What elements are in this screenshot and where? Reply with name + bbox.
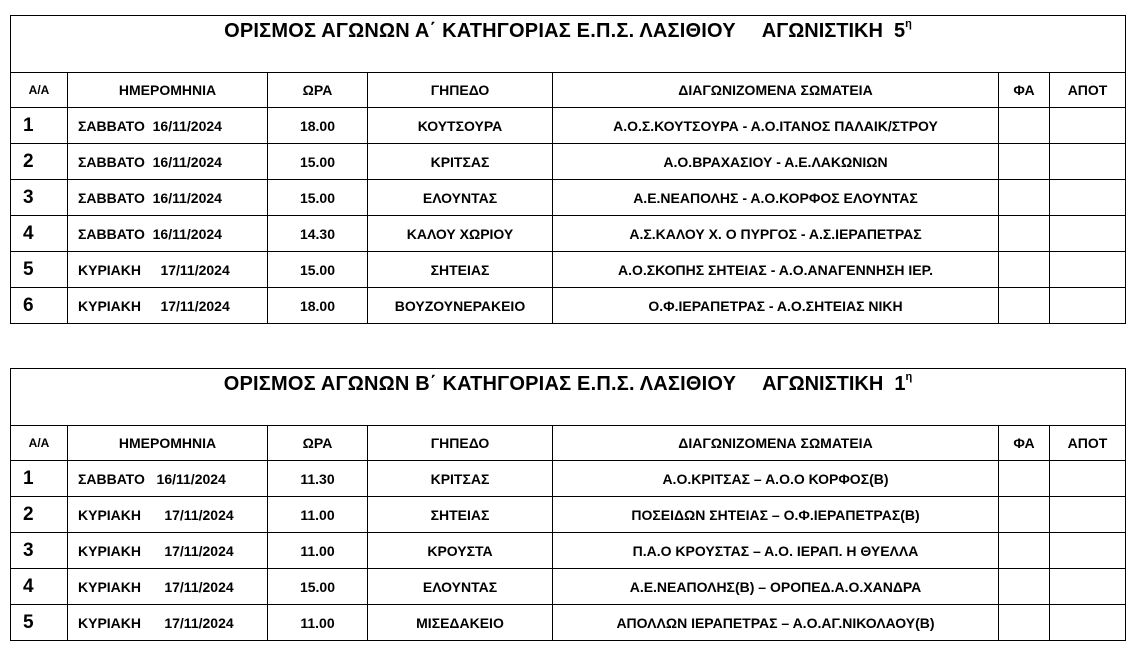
table-row — [11, 252, 1126, 288]
row-result — [1050, 144, 1126, 180]
table-row — [11, 497, 1126, 533]
row-date-text: ΣΑΒΒΑΤΟ 16/11/2024 — [78, 153, 222, 170]
table-row — [11, 569, 1126, 605]
row-venue: ΚΡΟΥΣΤΑ — [368, 533, 553, 569]
row-date-text: ΚΥΡΙΑΚΗ 17/11/2024 — [78, 506, 234, 523]
row-date — [68, 288, 268, 324]
header-date: ΗΜΕΡΟΜΗΝΙΑ — [68, 426, 268, 461]
row-date — [68, 108, 268, 144]
row-result — [1050, 461, 1126, 497]
row-fa — [999, 180, 1050, 216]
row-number: 3 — [11, 180, 68, 216]
header-result: ΑΠΟΤ — [1050, 426, 1126, 461]
row-date-text: ΣΑΒΒΑΤΟ 16/11/2024 — [78, 470, 226, 487]
row-date — [68, 144, 268, 180]
row-fa — [999, 605, 1050, 641]
row-date — [68, 216, 268, 252]
table-title — [11, 369, 1126, 426]
row-clubs: ΑΠΟΛΛΩΝ ΙΕΡΑΠΕΤΡΑΣ – Α.Ο.ΑΓ.ΝΙΚΟΛΑΟΥ(Β) — [553, 605, 999, 641]
row-clubs: Ο.Φ.ΙΕΡΑΠΕΤΡΑΣ - Α.Ο.ΣΗΤΕΙΑΣ ΝΙΚΗ — [553, 288, 999, 324]
row-time: 11.00 — [268, 497, 368, 533]
round-number: 5 — [894, 20, 906, 42]
row-time: 18.00 — [268, 108, 368, 144]
row-date-text: ΣΑΒΒΑΤΟ 16/11/2024 — [78, 189, 222, 206]
row-fa — [999, 288, 1050, 324]
header-fa: ΦΑ — [999, 73, 1050, 108]
row-number: 4 — [11, 216, 68, 252]
row-time: 15.00 — [268, 569, 368, 605]
row-result — [1050, 252, 1126, 288]
round-label: ΑΓΩΝΙΣΤΙΚΗ — [761, 20, 883, 42]
row-clubs: Α.Ο.ΒΡΑΧΑΣΙΟΥ - Α.Ε.ΛΑΚΩΝΙΩΝ — [553, 144, 999, 180]
row-clubs: Α.Ο.Σ.ΚΟΥΤΣΟΥΡΑ - Α.Ο.ΙΤΑΝΟΣ ΠΑΛΑΙΚ/ΣΤΡΟΥ — [553, 108, 999, 144]
title-text: ΟΡΙΣΜΟΣ ΑΓΩΝΩΝ Α΄ ΚΑΤΗΓΟΡΙΑΣ Ε.Π.Σ. ΛΑΣΙΘΙΟΥ — [224, 20, 736, 42]
table-row — [11, 108, 1126, 144]
table-row — [11, 461, 1126, 497]
row-venue: ΚΡΙΤΣΑΣ — [368, 144, 553, 180]
row-fa — [999, 461, 1050, 497]
row-time: 15.00 — [268, 180, 368, 216]
table-row — [11, 533, 1126, 569]
row-date-text: ΣΑΒΒΑΤΟ 16/11/2024 — [78, 225, 222, 242]
row-venue: ΚΑΛΟΥ ΧΩΡΙΟΥ — [368, 216, 553, 252]
row-venue: ΕΛΟΥΝΤΑΣ — [368, 569, 553, 605]
row-date — [68, 497, 268, 533]
round-suffix: η — [905, 18, 912, 31]
title-row — [11, 16, 1126, 73]
row-number: 2 — [11, 144, 68, 180]
table-row — [11, 144, 1126, 180]
title-text: ΟΡΙΣΜΟΣ ΑΓΩΝΩΝ Β΄ ΚΑΤΗΓΟΡΙΑΣ Ε.Π.Σ. ΛΑΣΙΘΙΟΥ — [223, 373, 737, 395]
row-clubs: Α.Ε.ΝΕΑΠΟΛΗΣ - Α.Ο.ΚΟΡΦΟΣ ΕΛΟΥΝΤΑΣ — [553, 180, 999, 216]
row-fa — [999, 108, 1050, 144]
row-time: 11.00 — [268, 533, 368, 569]
row-date — [68, 252, 268, 288]
row-number: 1 — [11, 108, 68, 144]
row-time: 11.30 — [268, 461, 368, 497]
round-suffix: η — [905, 371, 913, 384]
round-number: 1 — [894, 373, 906, 395]
row-number: 2 — [11, 497, 68, 533]
row-clubs: ΠΟΣΕΙΔΩΝ ΣΗΤΕΙΑΣ – Ο.Φ.ΙΕΡΑΠΕΤΡΑΣ(Β) — [553, 497, 999, 533]
row-date — [68, 533, 268, 569]
table-title — [11, 16, 1126, 73]
row-number: 5 — [11, 252, 68, 288]
row-date-text: ΚΥΡΙΑΚΗ 17/11/2024 — [78, 578, 234, 595]
row-clubs: Α.Ε.ΝΕΑΠΟΛΗΣ(Β) – ΟΡΟΠΕΔ.Α.Ο.ΧΑΝΔΡΑ — [553, 569, 999, 605]
row-venue: ΕΛΟΥΝΤΑΣ — [368, 180, 553, 216]
row-time: 15.00 — [268, 144, 368, 180]
row-venue: ΜΙΣΕΔΑΚΕΙΟ — [368, 605, 553, 641]
row-clubs: Α.Σ.ΚΑΛΟΥ Χ. Ο ΠΥΡΓΟΣ - Α.Σ.ΙΕΡΑΠΕΤΡΑΣ — [553, 216, 999, 252]
category-b-fixtures-table — [10, 368, 1126, 641]
round-label: ΑΓΩΝΙΣΤΙΚΗ — [762, 373, 884, 395]
row-fa — [999, 497, 1050, 533]
category-a-fixtures-table — [10, 15, 1126, 324]
row-venue: ΣΗΤΕΙΑΣ — [368, 252, 553, 288]
row-number: 3 — [11, 533, 68, 569]
row-time: 11.00 — [268, 605, 368, 641]
row-date — [68, 180, 268, 216]
header-time: ΩΡΑ — [268, 73, 368, 108]
row-result — [1050, 569, 1126, 605]
header-date: ΗΜΕΡΟΜΗΝΙΑ — [68, 73, 268, 108]
row-result — [1050, 605, 1126, 641]
header-venue: ΓΗΠΕΔΟ — [368, 73, 553, 108]
row-time: 14.30 — [268, 216, 368, 252]
row-number: 4 — [11, 569, 68, 605]
header-clubs: ΔΙΑΓΩΝΙΖΟΜΕΝΑ ΣΩΜΑΤΕΙΑ — [553, 73, 999, 108]
row-time: 18.00 — [268, 288, 368, 324]
header-aa: Α/Α — [11, 426, 68, 461]
row-number: 6 — [11, 288, 68, 324]
row-result — [1050, 216, 1126, 252]
table-row — [11, 180, 1126, 216]
header-row — [11, 426, 1126, 461]
table-row — [11, 288, 1126, 324]
row-date-text: ΚΥΡΙΑΚΗ 17/11/2024 — [78, 297, 230, 314]
row-fa — [999, 533, 1050, 569]
header-venue: ΓΗΠΕΔΟ — [368, 426, 553, 461]
row-date-text: ΚΥΡΙΑΚΗ 17/11/2024 — [78, 614, 234, 631]
row-result — [1050, 108, 1126, 144]
header-result: ΑΠΟΤ — [1050, 73, 1126, 108]
row-venue: ΚΡΙΤΣΑΣ — [368, 461, 553, 497]
row-number: 5 — [11, 605, 68, 641]
row-clubs: Π.Α.Ο ΚΡΟΥΣΤΑΣ – Α.Ο. ΙΕΡΑΠ. Η ΘΥΕΛΛΑ — [553, 533, 999, 569]
row-date-text: ΣΑΒΒΑΤΟ 16/11/2024 — [78, 117, 222, 134]
row-result — [1050, 497, 1126, 533]
row-result — [1050, 533, 1126, 569]
row-date-text: ΚΥΡΙΑΚΗ 17/11/2024 — [78, 261, 230, 278]
header-time: ΩΡΑ — [268, 426, 368, 461]
row-fa — [999, 144, 1050, 180]
row-date — [68, 605, 268, 641]
row-venue: ΒΟΥΖΟΥΝΕΡΑΚΕΙΟ — [368, 288, 553, 324]
row-clubs: Α.Ο.ΚΡΙΤΣΑΣ – Α.Ο.Ο ΚΟΡΦΟΣ(Β) — [553, 461, 999, 497]
header-aa: Α/Α — [11, 73, 68, 108]
row-date-text: ΚΥΡΙΑΚΗ 17/11/2024 — [78, 542, 234, 559]
table-row — [11, 605, 1126, 641]
row-venue: ΚΟΥΤΣΟΥΡΑ — [368, 108, 553, 144]
header-fa: ΦΑ — [999, 426, 1050, 461]
row-fa — [999, 252, 1050, 288]
row-fa — [999, 216, 1050, 252]
row-number: 1 — [11, 461, 68, 497]
table-row — [11, 216, 1126, 252]
row-time: 15.00 — [268, 252, 368, 288]
header-clubs: ΔΙΑΓΩΝΙΖΟΜΕΝΑ ΣΩΜΑΤΕΙΑ — [553, 426, 999, 461]
row-result — [1050, 180, 1126, 216]
row-result — [1050, 288, 1126, 324]
row-venue: ΣΗΤΕΙΑΣ — [368, 497, 553, 533]
header-row — [11, 73, 1126, 108]
row-date — [68, 569, 268, 605]
row-fa — [999, 569, 1050, 605]
row-clubs: Α.Ο.ΣΚΟΠΗΣ ΣΗΤΕΙΑΣ - Α.Ο.ΑΝΑΓΕΝΝΗΣΗ ΙΕΡ. — [553, 252, 999, 288]
title-row — [11, 369, 1126, 426]
row-date — [68, 461, 268, 497]
